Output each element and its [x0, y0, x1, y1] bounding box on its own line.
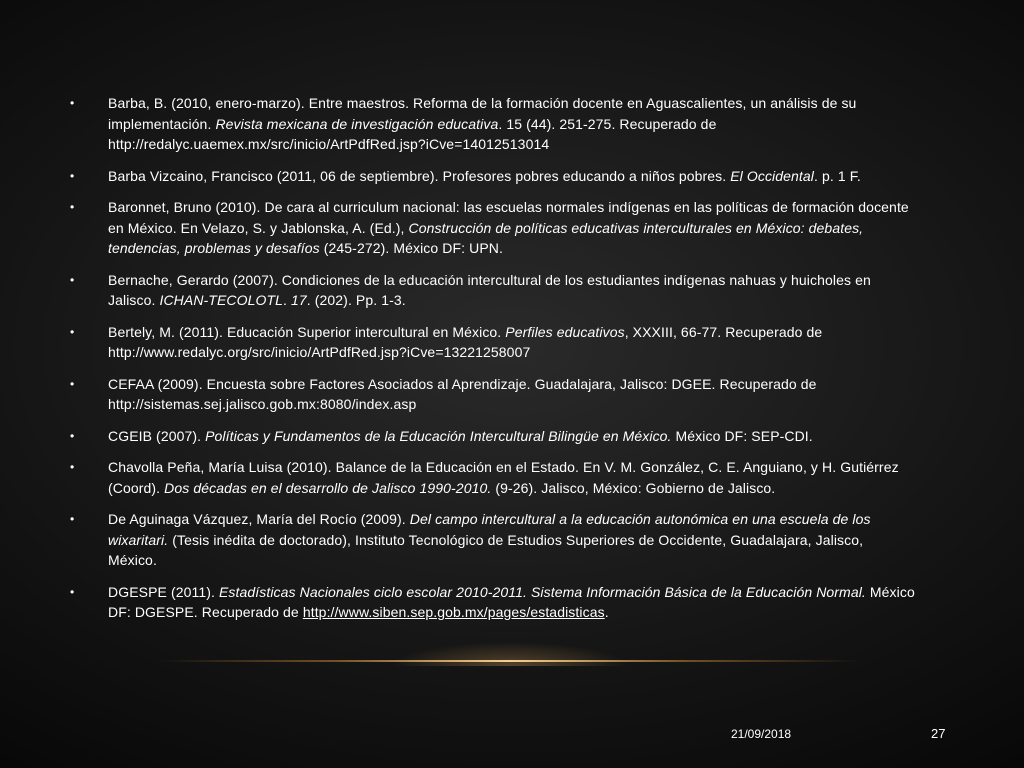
reference-title-text: Políticas y Fundamentos de la Educación Intercultural Bilingüe en México. [205, 427, 672, 444]
reference-text: . (202). Pp. 1-3. [306, 292, 406, 308]
bullet-icon: • [70, 168, 75, 183]
reference-title-text: 17 [291, 292, 307, 308]
reference-title-text: Perfiles educativos [505, 323, 625, 340]
reference-text: DGESPE (2011). [108, 583, 219, 600]
reference-text: Barba, B. (2010, enero-marzo). Entre maestros. Reforma de la formación docente en Aguascalientes, un análisis de su implementación. [108, 95, 857, 132]
bullet-icon: • [70, 460, 75, 474]
reference-item [66, 322, 916, 363]
reference-item [66, 582, 916, 623]
reference-item [66, 509, 916, 571]
reference-text: México DF: SEP-CDI. [671, 427, 813, 444]
reference-text: México DF: DGESPE. Recuperado de [108, 583, 915, 620]
reference-item [66, 374, 916, 415]
reference-text: Bertely, M. (2011). Educación Superior intercultural en México. [108, 323, 506, 340]
bullet-icon: • [70, 324, 75, 339]
bullet-icon: • [70, 428, 75, 443]
reference-item [66, 197, 916, 259]
bullet-icon: • [70, 272, 75, 287]
bullet-icon: • [70, 376, 75, 391]
reference-title-text: Del campo intercultural a la educación autonómica en una escuela de los wixaritari. [108, 511, 871, 548]
decorative-divider-line [160, 660, 860, 662]
reference-title-text: El Occidental [730, 167, 815, 184]
reference-text: . p. 1 F. [814, 167, 861, 184]
reference-item [66, 270, 916, 311]
reference-text: Chavolla Peña, María Luisa (2010). Balance de la Educación en el Estado. En V. M. González, C. E. Anguiano, y H. Gutiérrez (Coord). [108, 459, 899, 496]
bullet-icon: • [70, 200, 75, 214]
reference-text: CEFAA (2009). Encuesta sobre Factores Asociados al Aprendizaje. Guadalajara, Jalisco: DGEE. Recuperado de http://sistemas.sej.jalisco.gob.mx:8080/index.asp [108, 375, 817, 412]
reference-link[interactable]: http://www.siben.sep.gob.mx/pages/estadisticas [302, 604, 605, 620]
reference-title-text: Revista mexicana de investigación educativa [215, 115, 499, 132]
slide-number: 27 [931, 726, 946, 741]
reference-text: . [604, 604, 609, 620]
reference-text: (Tesis inédita de doctorado), Instituto Tecnológico de Estudios Superiores de Occidente, Guadalajara, Jalisco, México. [108, 531, 864, 568]
reference-text: . 15 (44). 251-275. Recuperado de http://redalyc.uaemex.mx/src/inicio/ArtPdfRed.jsp?iCve=14012513014 [108, 115, 717, 152]
reference-text: De Aguinaga Vázquez, María del Rocío (2009). [108, 511, 410, 527]
reference-item [66, 93, 916, 155]
bullet-icon: • [70, 512, 75, 526]
reference-text: Bernache, Gerardo (2007). Condiciones de la educación intercultural de los estudiantes indígenas nahuas y huicholes en Jalisco. [108, 271, 871, 308]
reference-text: (245-272). México DF: UPN. [319, 240, 503, 256]
bullet-icon: • [70, 584, 75, 599]
reference-text: Baronnet, Bruno (2010). De cara al curriculum nacional: las escuelas normales indígenas en las políticas de formación docente en México. En Velazo, S. y Jablonska, A. (Ed.), [108, 199, 909, 236]
reference-text: . [283, 292, 291, 308]
bullet-icon: • [70, 96, 75, 110]
reference-title-text: Construcción de políticas educativas interculturales en México: debates, tendencias, problemas y desafíos [108, 219, 864, 256]
reference-text: Barba Vizcaino, Francisco (2011, 06 de septiembre). Profesores pobres educando a niños pobres. [108, 167, 731, 184]
reference-item [66, 426, 916, 447]
reference-item [66, 457, 916, 498]
reference-title-text: Dos décadas en el desarrollo de Jalisco 1990-2010. [164, 479, 492, 496]
footer-date: 21/09/2018 [731, 727, 792, 741]
reference-title-text: Estadísticas Nacionales ciclo escolar 2010-2011. Sistema Información Básica de la Educación Normal. [218, 583, 866, 600]
reference-text: , XXXIII, 66-77. Recuperado de http://www.redalyc.org/src/inicio/ArtPdfRed.jsp?iCve=13221258007 [108, 323, 823, 360]
reference-text: CGEIB (2007). [108, 427, 206, 444]
reference-title-text: ICHAN-TECOLOTL [159, 292, 284, 308]
reference-text: (9-26). Jalisco, México: Gobierno de Jalisco. [491, 479, 776, 496]
reference-item [66, 166, 916, 187]
reference-list [66, 93, 916, 634]
